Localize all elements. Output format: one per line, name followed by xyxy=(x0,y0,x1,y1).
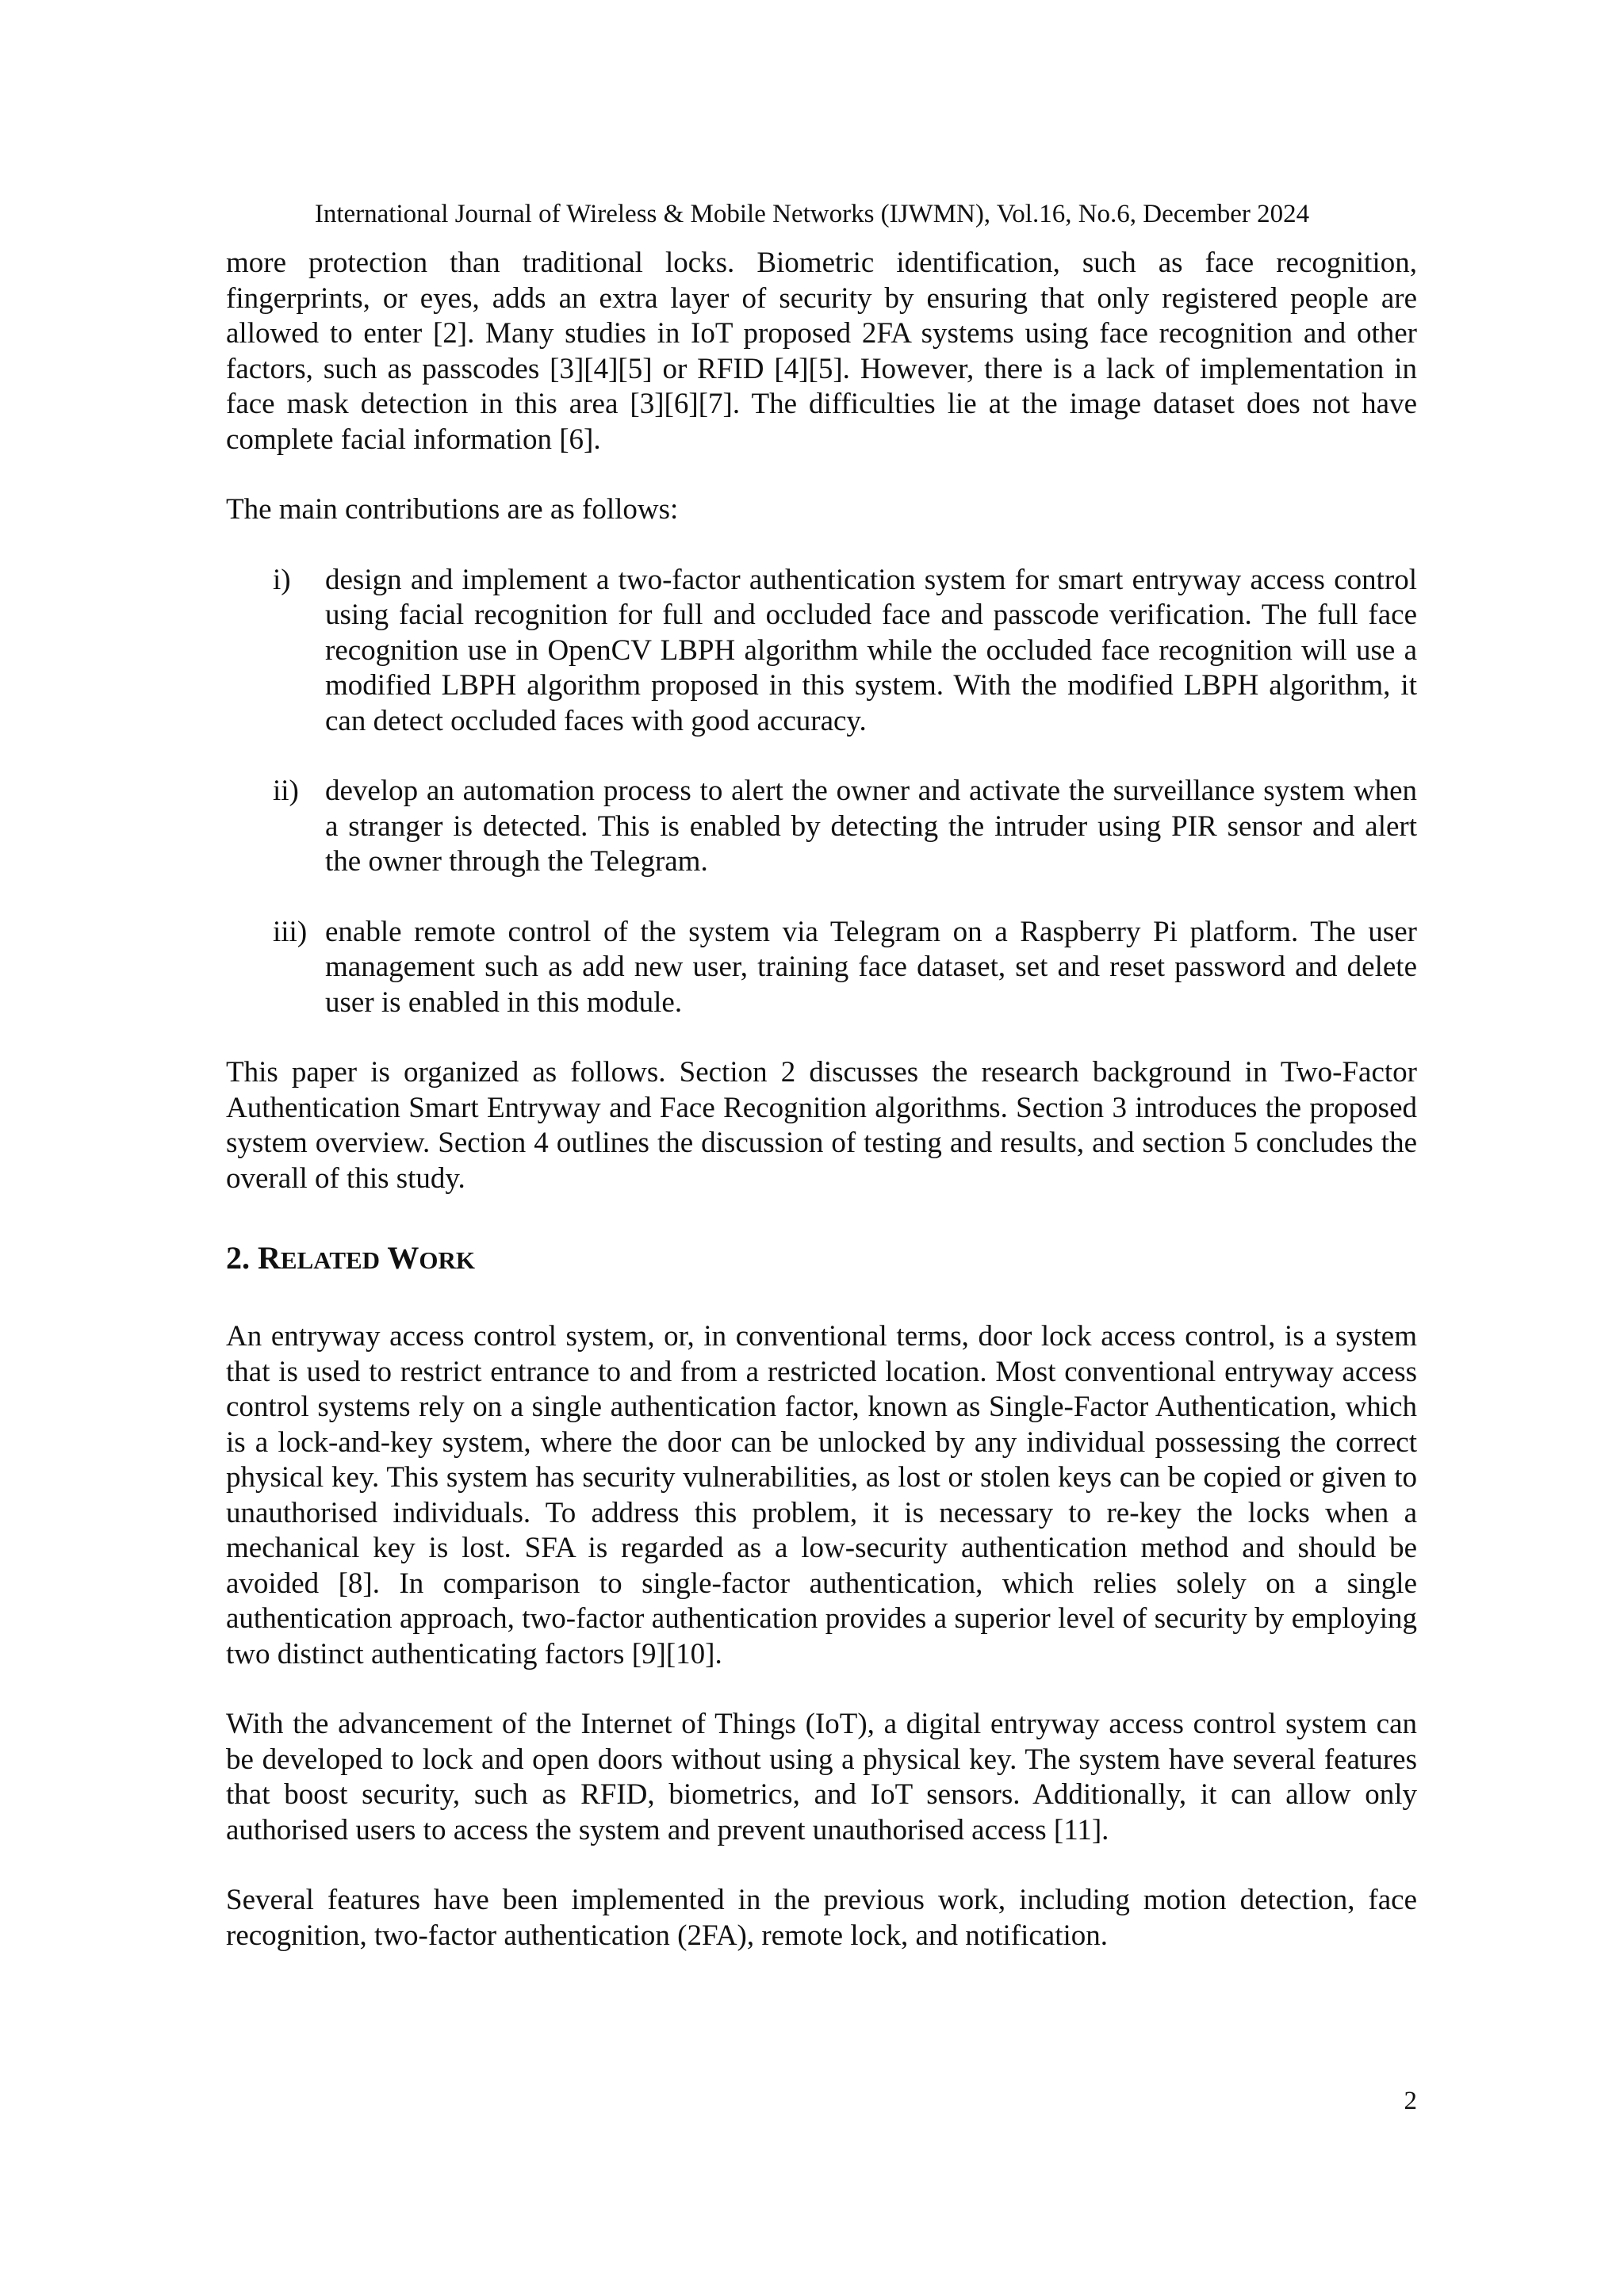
list-item-text: design and implement a two-factor authentication system for smart entryway access control using facial recognition for full and occluded face and passcode verification. The full face recognition use in OpenCV LBPH algorithm while the occluded face recognition will use a modified LBPH algorithm proposed in this system. With the modified LBPH algorithm, it can detect occluded faces with good accuracy. xyxy=(325,563,1417,737)
list-item xyxy=(226,563,1417,740)
heading-initial: R xyxy=(258,1240,281,1276)
heading-initial: W xyxy=(387,1240,419,1276)
section-number: 2. xyxy=(226,1240,250,1276)
body-paragraph: With the advancement of the Internet of Things (IoT), a digital entryway access control system can be developed to lock and open doors without using a physical key. The system have several features that boost security, such as RFID, biometrics, and IoT sensors. Additionally, it can allow only authorised users to access the system and prevent unauthorised access [11]. xyxy=(226,1708,1417,1846)
section-heading xyxy=(226,1234,1417,1284)
contributions-lead: The main contributions are as follows: xyxy=(226,493,679,526)
running-header: International Journal of Wireless & Mobile Networks (IJWMN), Vol.16, No.6, December 2024 xyxy=(314,200,1310,228)
heading-rest: ELATED xyxy=(280,1246,381,1274)
list-marker: iii) xyxy=(273,915,308,948)
list-item xyxy=(226,774,1417,880)
heading-rest: ORK xyxy=(419,1246,475,1274)
list-item-text: enable remote control of the system via Telegram on a Raspberry Pi platform. The user management such as add new user, training face dataset, set and reset password and delete user is enabled in this module. xyxy=(325,915,1417,1019)
page-body xyxy=(226,246,1417,1954)
body-paragraph: Several features have been implemented in the previous work, including motion detection, face recognition, two-factor authentication (2FA), remote lock, and notification. xyxy=(226,1884,1417,1952)
list-marker: ii) xyxy=(273,775,299,807)
page-number: 2 xyxy=(1404,2087,1417,2115)
organization-paragraph: This paper is organized as follows. Section 2 discusses the research background in Two-Factor Authentication Smart Entryway and Face Recognition algorithms. Section 3 introduces the proposed system overview. Section 4 outlines the discussion of testing and results, and section 5 concludes the overall of this study. xyxy=(226,1056,1417,1195)
contributions-list xyxy=(226,563,1417,1021)
list-item-text: develop an automation process to alert the owner and activate the surveillance system when a stranger is detected. This is enabled by detecting the intruder using PIR sensor and alert the owner through the Telegram. xyxy=(325,775,1417,878)
intro-paragraph: more protection than traditional locks. Biometric identification, such as face recognition, fingerprints, or eyes, adds an extra layer of security by ensuring that only registered people are allowed to enter [2]. Many studies in IoT proposed 2FA systems using face recognition and other factors, such as passcodes [3][4][5] or RFID [4][5]. However, there is a lack of implementation in face mask detection in this area [3][6][7]. The difficulties lie at the image dataset does not have complete facial information [6]. xyxy=(226,247,1417,456)
list-item xyxy=(226,915,1417,1021)
list-marker: i) xyxy=(273,563,291,596)
body-paragraph: An entryway access control system, or, in conventional terms, door lock access control, is a system that is used to restrict entrance to and from a restricted location. Most conventional entryway access control systems rely on a single authentication factor, known as Single-Factor Authentication, which is a lock-and-key system, where the door can be unlocked by any individual possessing the correct physical key. This system has security vulnerabilities, as lost or stolen keys can be copied or given to unauthorised individuals. To address this problem, it is necessary to re-key the locks when a mechanical key is lost. SFA is regarded as a low-security authentication method and should be avoided [8]. In comparison to single-factor authentication, which relies solely on a single authentication approach, two-factor authentication provides a superior level of security by employing two distinct authenticating factors [9][10]. xyxy=(226,1320,1417,1670)
